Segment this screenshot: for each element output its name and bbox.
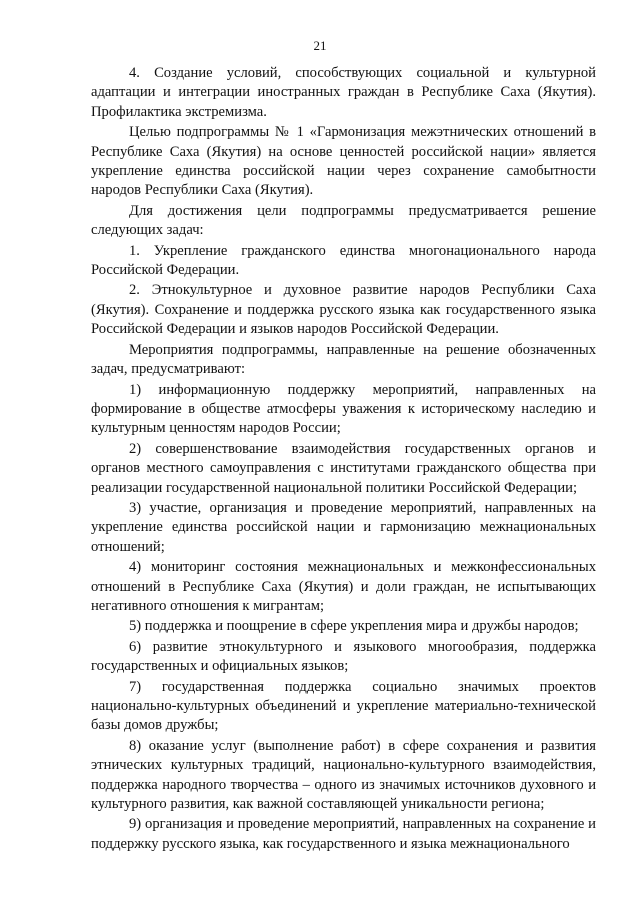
paragraph: 7) государственная поддержка социально значимых проектов национально-культурных объединений и укрепление материально-технической базы домов дружбы; xyxy=(91,678,596,734)
paragraph: Для достижения цели подпрограммы предусматривается решение следующих задач: xyxy=(91,202,596,239)
paragraph: 8) оказание услуг (выполнение работ) в сфере сохранения и развития этнических культурных традиций, национально-культурного взаимодействия, поддержка народного творчества – одного из значимых источников духовного и культурного развития, как важной составляющей уникальности региона; xyxy=(91,737,596,813)
paragraph: 3) участие, организация и проведение мероприятий, направленных на укрепление единства российской нации и гармонизацию межнациональных отношений; xyxy=(91,499,596,555)
paragraph: 2) совершенствование взаимодействия государственных органов и органов местного самоуправления с институтами гражданского общества при реализации государственной национальной политики Российской Федерации; xyxy=(91,440,596,496)
paragraph: 5) поддержка и поощрение в сфере укрепления мира и дружбы народов; xyxy=(129,618,579,635)
paragraph: 4) мониторинг состояния межнациональных и межконфессиональных отношений в Республике Саха (Якутия) и доли граждан, не испытывающих негативного отношения к мигрантам; xyxy=(91,559,596,614)
paragraph: 2. Этнокультурное и духовное развитие народов Республики Саха (Якутия). Сохранение и поддержка русского языка как государственного языка Российской Федерации и языков народов Российской Федерации. xyxy=(91,282,596,338)
body-text xyxy=(91,64,596,855)
paragraph: 4. Создание условий, способствующих социальной и культурной адаптации и интеграции иностранных граждан в Республике Саха (Якутия). Профилактика экстремизма. xyxy=(91,65,596,120)
paragraph: 1. Укрепление гражданского единства многонационального народа Российской Федерации. xyxy=(91,242,596,279)
page-number: 21 xyxy=(313,38,327,53)
paragraph: 1) информационную поддержку мероприятий, направленных на формирование в обществе атмосферы уважения к историческому наследию и культурным ценностям народов России; xyxy=(91,381,596,437)
paragraph: 6) развитие этнокультурного и языкового многообразия, поддержка государственных и официальных языков; xyxy=(91,638,596,675)
paragraph: Целью подпрограммы № 1 «Гармонизация межэтнических отношений в Республике Саха (Якутия) на основе ценностей российской нации» является укрепление единства российской нации через сохранение самобытности народов Республики Саха (Якутия). xyxy=(91,124,596,199)
paragraph: Мероприятия подпрограммы, направленные на решение обозначенных задач, предусматривают: xyxy=(91,341,596,378)
paragraph: 9) организация и проведение мероприятий, направленных на сохранение и поддержку русского языка, как государственного и языка межнационального xyxy=(91,816,596,852)
